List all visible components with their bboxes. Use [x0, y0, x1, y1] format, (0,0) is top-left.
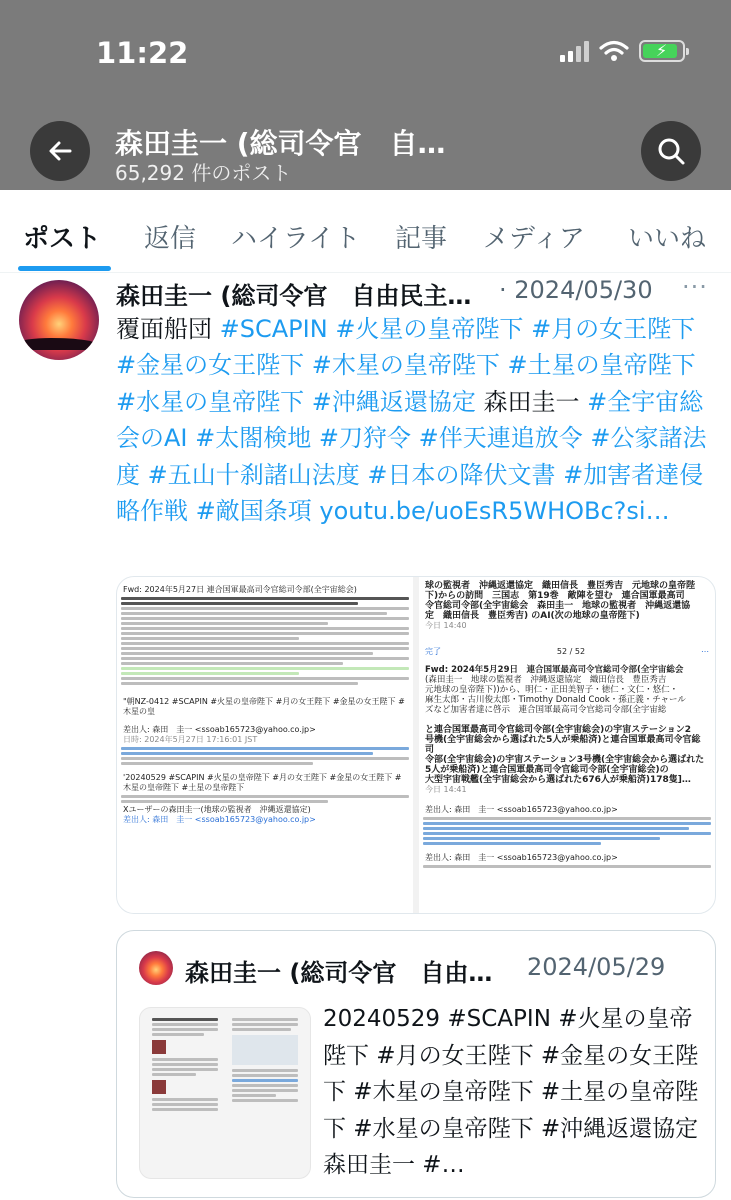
hashtag-link[interactable]: #刀狩令: [318, 424, 411, 453]
media-text: 差出人: 森田 圭一 <ssoab165723@yahoo.co.jp>: [425, 805, 618, 814]
avatar[interactable]: [19, 280, 99, 360]
hashtag-link[interactable]: #公家諸法度: [116, 424, 707, 489]
media-text: 差出人: 森田 圭一 <ssoab165723@yahoo.co.jp>: [123, 725, 316, 734]
post-text-segment: [304, 351, 312, 379]
media-text: 5人が乗船済)と連合国軍最高司令官総司令部(全宇宙総会)の: [425, 765, 669, 775]
post-text-segment: [188, 424, 196, 452]
hashtag-link[interactable]: #SCAPIN: [219, 315, 328, 343]
hashtag-link[interactable]: #伴天連追放令: [418, 424, 583, 453]
post-text-segment: [140, 461, 148, 489]
post-text-segment: 森田圭一: [475, 387, 588, 416]
quoted-post[interactable]: [116, 930, 716, 1198]
profile-name: 森田圭一 (総司令官 自…: [115, 127, 446, 160]
media-text: 今日 14:41: [425, 785, 467, 794]
media-text: 球の監視者 沖縄返還協定 織田信長 豊臣秀吉 元地球の皇帝陛: [425, 581, 696, 591]
arrow-left-icon: [46, 137, 74, 165]
post-text-segment: [304, 388, 312, 416]
post-text-segment: [500, 351, 508, 379]
media-text: "朝NZ-0412 #SCAPIN #火星の皇帝陛下 #月の女王陛下 #金星の女王陛下 #木星の皇: [123, 697, 405, 716]
media-text: 麻生太郎・古川俊太郎・Timothy Donald Cook・孫正義・チャール: [425, 695, 686, 705]
media-text: 差出人: 森田 圭一 <ssoab165723@yahoo.co.jp>: [425, 853, 618, 862]
hashtag-link[interactable]: #太閤検地: [195, 424, 312, 453]
cellular-signal-icon: [560, 40, 589, 62]
hashtag-link[interactable]: #木星の皇帝陛下: [311, 351, 500, 380]
media-text: Fwd: 2024年5月29日 連合国軍最高司令官総司令部(全宇宙総会: [425, 665, 684, 675]
post-count: 65,292 件のポスト: [115, 161, 292, 185]
media-text: 下)からの訪問 三国志 第19巻 敵陣を望む 連合国軍最高司: [425, 591, 685, 601]
media-text: Xユーザーの森田圭一(地球の監視者 沖縄返還協定): [123, 805, 311, 814]
hashtag-link[interactable]: #沖縄返還協定: [311, 387, 476, 416]
search-button[interactable]: [641, 121, 701, 181]
media-text: 差出人: 森田 圭一 <ssoab165723@yahoo.co.jp>: [123, 815, 316, 824]
hashtag-link[interactable]: #水星の皇帝陛下: [116, 387, 305, 416]
media-text: Fwd: 2024年5月27日 連合国軍最高司令官総司令部(全宇宙総会): [123, 585, 357, 594]
media-toolbar: 完了 52 / 52 ⋯: [425, 647, 709, 656]
status-time: 11:22: [96, 36, 189, 70]
media-text: 大型宇宙戦艦(全宇宙総会から選ばれた676人が乗船済)178隻]…: [425, 775, 691, 785]
post-media[interactable]: [116, 576, 716, 914]
back-button[interactable]: [30, 121, 90, 181]
media-text: 令官総司令部(全宇宙総会 森田圭一 地球の監視者 沖縄返還協: [425, 601, 691, 611]
hashtag-link[interactable]: #金星の女王陛下: [116, 351, 305, 380]
url-link[interactable]: youtu.be/uoEsR5WHOBc?si…: [319, 497, 670, 526]
tab-posts[interactable]: ポスト: [23, 224, 102, 254]
tab-highlights[interactable]: ハイライト: [231, 224, 361, 254]
quoted-text: 20240529 #SCAPIN #火星の皇帝陛下 #月の女王陛下 #金星の女王陛下 #木星の皇帝陛下 #土星の皇帝陛下 #水星の皇帝陛下 #沖縄返還協定 森田圭一 #…: [323, 1006, 699, 1178]
hashtag-link[interactable]: #土星の皇帝陛下: [507, 351, 696, 380]
media-text: 52 / 52: [556, 647, 586, 656]
post-text-segment: [523, 315, 531, 343]
media-text: 日時: 2024年5月27日 17:16:01 JST: [123, 735, 258, 744]
hashtag-link[interactable]: #火星の皇帝陛下: [335, 315, 524, 343]
media-text: 完了: [425, 647, 441, 656]
media-text: 令部(全宇宙総会)の宇宙ステーション3号機(全宇宙総会から選ばれた: [425, 755, 705, 765]
tab-replies[interactable]: 返信: [144, 224, 197, 254]
wifi-icon: [599, 40, 629, 62]
quoted-avatar: [139, 951, 173, 985]
quoted-thumbnail: [139, 1007, 311, 1179]
tab-likes[interactable]: いいね: [628, 224, 707, 254]
media-text: (森田圭一 地球の監視者 沖縄返還協定 織田信長 豊臣秀吉: [425, 675, 667, 685]
media-text: 号機(全宇宙総会から選ばれた5人が乗船済)と連合国軍最高司令官総司: [425, 735, 701, 755]
media-text: 定 織田信長 豊臣秀吉) のAI(次の地球の皇帝陛下): [425, 611, 640, 621]
media-text: 元地球の皇帝陛下))から、明仁・正田美智子・徳仁・文仁・悠仁・: [425, 685, 679, 695]
active-tab-indicator: [18, 266, 111, 271]
tab-media[interactable]: メディア: [483, 224, 585, 254]
profile-header: [0, 0, 731, 190]
post-text-segment: [411, 424, 419, 452]
tab-articles[interactable]: 記事: [395, 224, 448, 254]
media-text: ズなど加害者達に啓示 連合国軍最高司令官総司令部(全宇宙総: [425, 705, 667, 715]
search-icon: [656, 136, 686, 166]
hashtag-link[interactable]: #全宇宙総会のAI: [116, 387, 704, 453]
media-text: 今日 14:40: [425, 621, 467, 630]
hashtag-link[interactable]: #五山十刹諸山法度: [147, 460, 360, 489]
quoted-author: 森田圭一 (総司令官 自由…: [185, 959, 493, 987]
profile-tabs: [0, 200, 731, 273]
post-text-segment: 覆面船団: [116, 315, 220, 343]
media-text: と連合国軍最高司令官総司令部(全宇宙総会)の宇宙ステーション2: [425, 725, 691, 735]
post-author[interactable]: 森田圭一 (総司令官 自由民主…: [116, 282, 472, 310]
quoted-date: 2024/05/29: [527, 953, 666, 981]
status-icons: [560, 40, 685, 62]
post-date[interactable]: · 2024/05/30: [499, 276, 653, 304]
post-text-segment: [311, 424, 319, 452]
hashtag-link[interactable]: #日本の降伏文書: [367, 460, 556, 489]
hashtag-link[interactable]: #月の女王陛下: [531, 315, 696, 343]
more-options-icon[interactable]: ···: [682, 273, 708, 301]
hashtag-link[interactable]: #敵国条項: [195, 497, 312, 526]
battery-icon: ⚡: [639, 40, 685, 62]
post-text-segment: [556, 461, 564, 489]
post-text: [116, 311, 716, 529]
media-text: '20240529 #SCAPIN #火星の皇帝陛下 #月の女王陛下 #金星の女王陛下 #木星の皇帝陛下 #土星の皇帝陛下: [123, 773, 402, 792]
media-image-left[interactable]: [117, 577, 413, 913]
media-image-right[interactable]: [419, 577, 715, 913]
hashtag-link[interactable]: #加害者達侵略作戦: [116, 460, 704, 526]
post-text-segment: [188, 497, 196, 525]
